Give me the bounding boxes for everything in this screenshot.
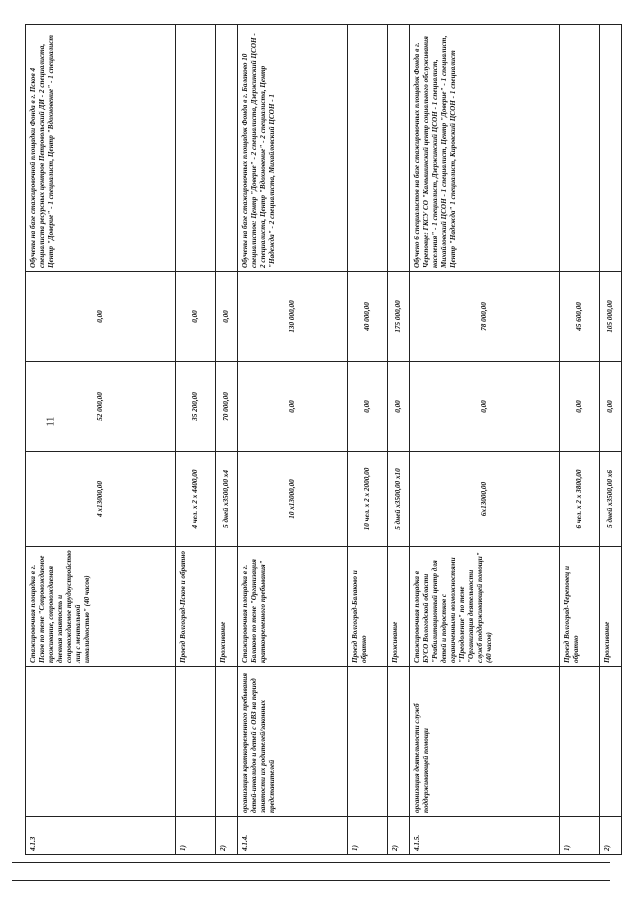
- table-row: [348, 25, 388, 855]
- cell-no: 1): [176, 817, 216, 855]
- cell-no: 1): [348, 817, 388, 855]
- table-row: [216, 25, 238, 855]
- table-row: [560, 25, 600, 855]
- table-row: [238, 25, 348, 855]
- cell-no: 2): [388, 817, 410, 855]
- cell-name: [600, 667, 622, 817]
- cell-activity: Стажировочная площадка в г. Балаково по теме "Организация кратковременного пребывания": [238, 547, 348, 667]
- cell-result: [348, 25, 388, 272]
- cell-no: 4.1.5.: [410, 817, 560, 855]
- cell-fund: 0,00: [410, 362, 560, 452]
- cell-no: 1): [560, 817, 600, 855]
- table-row: [176, 25, 216, 855]
- cell-fund: 0,00: [560, 362, 600, 452]
- cell-activity: Проезд Волгоград-Балаково и обратно: [348, 547, 388, 667]
- bottom-rule: [12, 862, 610, 863]
- cell-other: 175 000,00: [388, 272, 410, 362]
- cell-calc: 10 x13000,00: [238, 452, 348, 547]
- cell-activity: Проезд Волгоград-Череповец и обратно: [560, 547, 600, 667]
- cell-activity: Стажировочная площадка в БУСО Вологодской области "Реабилитационный центр для детей и подростков с ограниченными возможностями "Преодоление" по теме "Организация деятельности служб поддерживающей помощи" (40 часов): [410, 547, 560, 667]
- cell-other: 78 000,00: [410, 272, 560, 362]
- cell-calc: 10 чел. х 2 х 2000,00: [348, 452, 388, 547]
- cell-activity: Стажировочная площадка в г. Псков по теме "Сопровождаемое проживание, сопровождаемая дневная занятость и сопровождаемое трудоустройство лиц с ментальной инвалидностью" (40 часов): [26, 547, 176, 667]
- cell-no: 2): [216, 817, 238, 855]
- cell-result: Обучены на базе стажировочной площадки Фонда в г. Псков 4 специалиста ресурсных центров Петровольский ДИ - 2 специалиста, Центр "Доверие" - 1 специалист, Центр "Вдохновение" - 1 специалист: [26, 25, 176, 272]
- cell-other: 0,00: [176, 272, 216, 362]
- cell-result: Обучены на базе стажировочных площадок Фонда в г. Балаково 10 специалистов: Центр "Доверие" - 2 специалиста, Дзержинский ЦСОН - 2 специалиста, Центр "Вдохновение" - 2 специалиста, Центр "Надежда" - 2 специалиста, Михайловский ЦСОН - 1: [238, 25, 348, 272]
- cell-result: Обучено 6 специалистов на базе стажировочных площадок Фонда в г. Череповце: ГКСУ СО "Камышинский центр социального обслуживания населения" - 1 специалист, Дзержинский ЦСОН - 1 специалист, Михайловский ЦСОН - 1 специалист, Центр "Доверие" - 1 специалист, Центр "Надежда" 1 специалист, Кировский ЦСОН - 1 специалист: [410, 25, 560, 272]
- cell-activity: Проживание: [600, 547, 622, 667]
- cell-other: 0,00: [26, 272, 176, 362]
- cell-result: [560, 25, 600, 272]
- table-body: [26, 25, 622, 855]
- rotated-table-wrapper: [25, 25, 615, 855]
- cell-result: [216, 25, 238, 272]
- table-row: [26, 25, 176, 855]
- cell-other: 0,00: [216, 272, 238, 362]
- cell-no: 4.1.3: [26, 817, 176, 855]
- cell-result: [176, 25, 216, 272]
- cell-name: [26, 667, 176, 817]
- table-row: [410, 25, 560, 855]
- page-number: 11: [45, 416, 57, 427]
- cell-calc: 5 дней х3500,00 х10: [388, 452, 410, 547]
- cell-no: 4.1.4.: [238, 817, 348, 855]
- cell-name: [388, 667, 410, 817]
- cell-calc: 6 чел. х 2 х 3800,00: [560, 452, 600, 547]
- cell-other: 40 000,00: [348, 272, 388, 362]
- budget-table: [25, 24, 622, 855]
- cell-calc: 4 x13000,00: [26, 452, 176, 547]
- cell-name: организация кратковременного пребывания детей-инвалидов и детей с ОВЗ на период занятости их родителей/законных представителей: [238, 667, 348, 817]
- cell-fund: 0,00: [238, 362, 348, 452]
- cell-calc: 6x13000,00: [410, 452, 560, 547]
- cell-activity: Проживание: [388, 547, 410, 667]
- cell-name: [176, 667, 216, 817]
- cell-result: [388, 25, 410, 272]
- table-row: [600, 25, 622, 855]
- cell-activity: Проживание: [216, 547, 238, 667]
- cell-calc: 4 чел. х 2 х 4400,00: [176, 452, 216, 547]
- cell-name: [216, 667, 238, 817]
- cell-fund: 0,00: [348, 362, 388, 452]
- cell-calc: 5 дней х3500,00 х6: [600, 452, 622, 547]
- cell-name: [560, 667, 600, 817]
- cell-fund: 52 000,00: [26, 362, 176, 452]
- cell-fund: 35 200,00: [176, 362, 216, 452]
- cell-calc: 5 дней х3500,00 х4: [216, 452, 238, 547]
- cell-fund: 70 000,00: [216, 362, 238, 452]
- cell-activity: Проезд Волгоград-Псков и обратно: [176, 547, 216, 667]
- cell-result: [600, 25, 622, 272]
- cell-name: [348, 667, 388, 817]
- cell-no: 2): [600, 817, 622, 855]
- cell-other: 130 000,00: [238, 272, 348, 362]
- cell-name: организация деятельности служб поддерживающей помощи: [410, 667, 560, 817]
- table-row: [388, 25, 410, 855]
- cell-fund: 0,00: [388, 362, 410, 452]
- cell-fund: 0,00: [600, 362, 622, 452]
- cell-other: 45 600,00: [560, 272, 600, 362]
- cell-other: 105 000,00: [600, 272, 622, 362]
- bottom-rule-2: [12, 880, 610, 881]
